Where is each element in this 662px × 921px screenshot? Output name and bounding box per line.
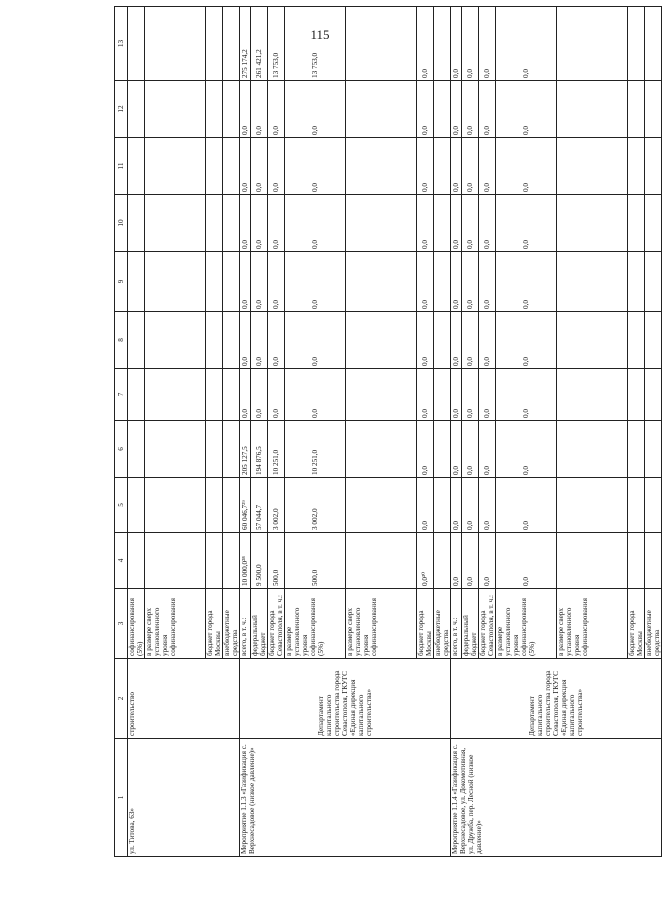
funding-source-cell: в размере установленного уровня софинансирования (5%) (285, 589, 346, 659)
value-cell: 0,0 (268, 138, 285, 195)
value-cell (434, 478, 451, 533)
value-cell (346, 312, 417, 369)
value-cell: 0,0 (451, 138, 462, 195)
value-cell (206, 421, 223, 478)
value-cell (145, 81, 206, 138)
funding-source-cell: софинансирования (5%) (128, 589, 145, 659)
value-cell (645, 7, 662, 81)
value-cell: 0,0 (417, 421, 434, 478)
funding-source-cell: федеральный бюджет (462, 589, 479, 659)
funding-source-cell: в размере сверх установленного уровня софинансирования (557, 589, 628, 659)
value-cell (145, 478, 206, 533)
value-cell: 57 044,7 (251, 478, 268, 533)
value-cell: 0,0 (496, 7, 557, 81)
value-cell: 0,0 (462, 369, 479, 421)
value-cell: 0,0 (462, 533, 479, 589)
funding-source-cell: внебюджетные средства (223, 589, 240, 659)
value-cell: 0,0 (496, 81, 557, 138)
executor-cell: Департамент капитального строительства города Севастополя, ГКУГС «Единая дирекция капитального строительства» (451, 659, 662, 739)
funding-source-cell: бюджет города Москвы (417, 589, 434, 659)
value-cell: 60 046,7²⁹ (240, 478, 251, 533)
value-cell (128, 421, 145, 478)
value-cell (628, 138, 645, 195)
value-cell: 10 251,0 (285, 421, 346, 478)
value-cell (346, 138, 417, 195)
value-cell: 0,0 (496, 312, 557, 369)
column-header: 11 (115, 138, 128, 195)
value-cell: 0,0 (451, 195, 462, 252)
measure-name-cell: ул. Титова, 63» (128, 739, 240, 857)
value-cell: 13 753,0 (285, 7, 346, 81)
value-cell (434, 81, 451, 138)
value-cell: 0,0 (479, 252, 496, 312)
executor-cell: Департамент капитального строительства города Севастополя, ГКУГС «Единая дирекция капитального строительства» (240, 659, 451, 739)
value-cell (645, 312, 662, 369)
value-cell (223, 7, 240, 81)
value-cell: 0,0 (417, 7, 434, 81)
funding-source-cell: всего, в т. ч.: (240, 589, 251, 659)
value-cell (128, 7, 145, 81)
value-cell: 0,0 (479, 7, 496, 81)
rotated-table-container (114, 39, 661, 857)
column-header: 6 (115, 421, 128, 478)
value-cell (223, 369, 240, 421)
value-cell (145, 195, 206, 252)
value-cell (346, 478, 417, 533)
value-cell: 500,0 (268, 533, 285, 589)
value-cell (645, 369, 662, 421)
value-cell: 0,0 (496, 421, 557, 478)
value-cell (128, 195, 145, 252)
value-cell (145, 7, 206, 81)
value-cell: 0,0 (240, 81, 251, 138)
value-cell: 0,0 (462, 81, 479, 138)
value-cell (128, 138, 145, 195)
value-cell (557, 478, 628, 533)
value-cell (557, 138, 628, 195)
value-cell: 0,0 (496, 533, 557, 589)
value-cell (145, 421, 206, 478)
value-cell (434, 369, 451, 421)
value-cell: 275 174,2 (240, 7, 251, 81)
value-cell: 0,0 (462, 421, 479, 478)
value-cell (628, 369, 645, 421)
value-cell (346, 7, 417, 81)
value-cell (628, 533, 645, 589)
value-cell: 0,0 (240, 252, 251, 312)
value-cell: 0,0 (462, 195, 479, 252)
value-cell (223, 252, 240, 312)
value-cell (628, 478, 645, 533)
table-row (451, 7, 462, 857)
value-cell (206, 138, 223, 195)
column-header: 5 (115, 478, 128, 533)
value-cell (346, 81, 417, 138)
value-cell (557, 369, 628, 421)
value-cell (434, 533, 451, 589)
funding-source-cell: в размере сверх установленного уровня софинансирования (145, 589, 206, 659)
measure-name-cell: Мероприятие 1.1.4 «Газификация с. Верхнесадовое, ул. Докомотивная, ул. Дружба, пер. Лесной (низкое давление)» (451, 739, 662, 857)
value-cell: 500,0 (285, 533, 346, 589)
column-header: 13 (115, 7, 128, 81)
value-cell: 13 753,0 (268, 7, 285, 81)
value-cell (128, 478, 145, 533)
value-cell: 0,0 (285, 252, 346, 312)
value-cell (434, 252, 451, 312)
value-cell (145, 252, 206, 312)
value-cell (557, 195, 628, 252)
column-header: 2 (115, 659, 128, 739)
value-cell: 0,0 (251, 81, 268, 138)
value-cell: 0,0 (496, 252, 557, 312)
funding-source-cell: внебюджетные средства (645, 589, 662, 659)
value-cell (128, 312, 145, 369)
value-cell (645, 533, 662, 589)
value-cell: 0,0 (451, 81, 462, 138)
value-cell (223, 138, 240, 195)
value-cell: 0,0 (417, 138, 434, 195)
value-cell: 0,0 (496, 369, 557, 421)
column-header: 7 (115, 369, 128, 421)
value-cell: 0,0 (285, 138, 346, 195)
value-cell (206, 195, 223, 252)
table-row (240, 7, 251, 857)
value-cell (346, 421, 417, 478)
value-cell (645, 138, 662, 195)
value-cell: 0,0 (479, 81, 496, 138)
column-header: 12 (115, 81, 128, 138)
value-cell: 0,0 (240, 195, 251, 252)
value-cell (206, 478, 223, 533)
column-header: 10 (115, 195, 128, 252)
value-cell (645, 421, 662, 478)
value-cell (145, 138, 206, 195)
funding-source-cell: в размере сверх установленного уровня софинансирования (346, 589, 417, 659)
value-cell (434, 195, 451, 252)
value-cell: 261 421,2 (251, 7, 268, 81)
value-cell: 205 127,5 (240, 421, 251, 478)
financing-table (114, 6, 662, 857)
value-cell (557, 421, 628, 478)
value-cell: 0,0 (251, 138, 268, 195)
value-cell (223, 533, 240, 589)
measure-name-cell: Мероприятие 1.1.3 «Газификация с. Верхнесадовое (низкое давление)» (240, 739, 451, 857)
value-cell: 0,0 (251, 252, 268, 312)
value-cell: 0,0 (479, 195, 496, 252)
value-cell: 0,0 (251, 312, 268, 369)
funding-source-cell: бюджет города Москвы (206, 589, 223, 659)
value-cell (206, 252, 223, 312)
value-cell: 0,0 (462, 138, 479, 195)
value-cell (128, 533, 145, 589)
value-cell: 3 002,0 (268, 478, 285, 533)
value-cell (557, 252, 628, 312)
value-cell: 0,0 (251, 369, 268, 421)
value-cell (628, 7, 645, 81)
value-cell (557, 81, 628, 138)
value-cell (145, 533, 206, 589)
value-cell (145, 369, 206, 421)
value-cell: 0,0 (451, 478, 462, 533)
column-header: 9 (115, 252, 128, 312)
funding-source-cell: в размере установленного уровня софинансирования (5%) (496, 589, 557, 659)
value-cell (346, 369, 417, 421)
value-cell: 0,0 (417, 252, 434, 312)
value-cell (645, 195, 662, 252)
column-header: 4 (115, 533, 128, 589)
value-cell (346, 252, 417, 312)
value-cell: 0,0 (268, 195, 285, 252)
value-cell: 194 876,5 (251, 421, 268, 478)
value-cell (206, 369, 223, 421)
value-cell (223, 312, 240, 369)
value-cell (223, 81, 240, 138)
value-cell (128, 81, 145, 138)
value-cell: 0,0 (285, 369, 346, 421)
value-cell: 0,0 (285, 81, 346, 138)
value-cell: 0,0 (479, 312, 496, 369)
value-cell: 0,0 (451, 369, 462, 421)
value-cell: 0,0 (417, 81, 434, 138)
value-cell: 0,0 (479, 369, 496, 421)
value-cell: 0,0 (479, 533, 496, 589)
value-cell (645, 81, 662, 138)
value-cell (346, 195, 417, 252)
value-cell (557, 7, 628, 81)
value-cell (645, 478, 662, 533)
value-cell: 0,0 (240, 138, 251, 195)
value-cell: 0,0 (268, 369, 285, 421)
value-cell: 0,0 (462, 7, 479, 81)
column-header: 1 (115, 739, 128, 857)
executor-cell: строительство (128, 659, 240, 739)
funding-source-cell: бюджет города Севастополя, в т. ч.: (479, 589, 496, 659)
value-cell: 0,0 (451, 312, 462, 369)
value-cell: 0,0 (496, 138, 557, 195)
value-cell (557, 533, 628, 589)
value-cell (206, 312, 223, 369)
funding-source-cell: внебюджетные средства (434, 589, 451, 659)
value-cell (434, 138, 451, 195)
value-cell: 0,0 (462, 252, 479, 312)
value-cell: 0,0 (417, 312, 434, 369)
value-cell: 0,0 (451, 421, 462, 478)
value-cell (557, 312, 628, 369)
value-cell (346, 533, 417, 589)
value-cell: 0,0 (417, 195, 434, 252)
value-cell: 0,0 (240, 312, 251, 369)
value-cell: 0,0 (462, 478, 479, 533)
value-cell (206, 81, 223, 138)
value-cell (223, 421, 240, 478)
value-cell (628, 252, 645, 312)
column-header: 8 (115, 312, 128, 369)
value-cell: 0,0 (251, 195, 268, 252)
value-cell: 0,0 (417, 478, 434, 533)
value-cell: 10 251,0 (268, 421, 285, 478)
value-cell: 0,0 (451, 252, 462, 312)
value-cell (434, 312, 451, 369)
value-cell (206, 533, 223, 589)
value-cell: 0,0 (451, 7, 462, 81)
value-cell: 3 002,0 (285, 478, 346, 533)
value-cell: 0,0 (462, 312, 479, 369)
value-cell: 0,0 (268, 312, 285, 369)
value-cell (628, 81, 645, 138)
value-cell (206, 7, 223, 81)
value-cell: 0,0 (268, 81, 285, 138)
value-cell (628, 195, 645, 252)
value-cell: 0,0 (285, 195, 346, 252)
value-cell: 0,0 (285, 312, 346, 369)
value-cell: 0,0 (496, 195, 557, 252)
funding-source-cell: бюджет города Москвы (628, 589, 645, 659)
value-cell (128, 369, 145, 421)
value-cell: 0,0 (240, 369, 251, 421)
funding-source-cell: федеральный бюджет (251, 589, 268, 659)
value-cell: 0,0 (496, 478, 557, 533)
value-cell (434, 421, 451, 478)
value-cell (145, 312, 206, 369)
value-cell: 0,0 (417, 369, 434, 421)
funding-source-cell: бюджет города Севастополя, в т. ч.: (268, 589, 285, 659)
value-cell (628, 312, 645, 369)
value-cell (223, 195, 240, 252)
value-cell: 0,0 (268, 252, 285, 312)
value-cell: 0,0 (479, 421, 496, 478)
column-header: 3 (115, 589, 128, 659)
value-cell (128, 252, 145, 312)
value-cell: 0,0³⁰ (417, 533, 434, 589)
header-row (115, 7, 128, 857)
value-cell: 0,0 (479, 138, 496, 195)
page-number: 115 (310, 27, 330, 42)
value-cell: 0,0 (479, 478, 496, 533)
value-cell (223, 478, 240, 533)
table-row (128, 7, 145, 857)
value-cell (434, 7, 451, 81)
value-cell: 10 000,0²⁸ (240, 533, 251, 589)
value-cell (645, 252, 662, 312)
funding-source-cell: всего, в т. ч.: (451, 589, 462, 659)
value-cell (628, 421, 645, 478)
value-cell: 9 500,0 (251, 533, 268, 589)
value-cell: 0,0 (451, 533, 462, 589)
